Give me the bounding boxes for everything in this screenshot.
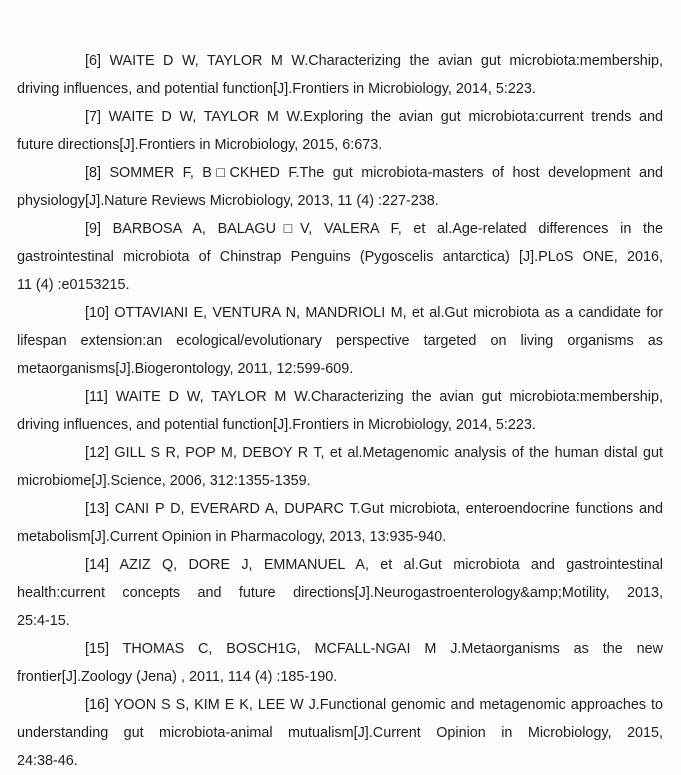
reference-line: metaorganisms[J].Biogerontology, 2011, 12:599-609. — [17, 361, 354, 377]
reference-line: [8] SOMMER F, B□CKHED F.The gut microbiota-masters of host development and — [85, 165, 663, 181]
reference-item — [17, 439, 663, 495]
reference-line: metabolism[J].Current Opinion in Pharmacology, 2013, 13:935-940. — [17, 529, 447, 545]
reference-item — [17, 691, 663, 775]
reference-line: [12] GILL S R, POP M, DEBOY R T, et al.Metagenomic analysis of the human distal gut — [85, 445, 663, 461]
reference-line: physiology[J].Nature Reviews Microbiology, 2013, 11 (4) :227-238. — [17, 193, 439, 209]
reference-line: [6] WAITE D W, TAYLOR M W.Characterizing the avian gut microbiota:membership, — [85, 53, 663, 69]
reference-item — [17, 551, 663, 635]
reference-line: 25:4-15. — [17, 613, 70, 629]
reference-line: gastrointestinal microbiota of Chinstrap Penguins (Pygoscelis antarctica) [J].PLoS ONE, 2016, — [17, 249, 663, 265]
reference-line: [16] YOON S S, KIM E K, LEE W J.Functional genomic and metagenomic approaches to — [85, 697, 663, 713]
reference-item — [17, 383, 663, 439]
reference-item — [17, 495, 663, 551]
reference-item — [17, 299, 663, 383]
reference-line: driving influences, and potential function[J].Frontiers in Microbiology, 2014, 5:223. — [17, 81, 536, 97]
references-list — [17, 47, 663, 775]
reference-line: driving influences, and potential function[J].Frontiers in Microbiology, 2014, 5:223. — [17, 417, 536, 433]
reference-line: health:current concepts and future directions[J].Neurogastroenterology&amp;Motility, 2013, — [17, 585, 663, 601]
reference-line: microbiome[J].Science, 2006, 312:1355-1359. — [17, 473, 311, 489]
reference-line: lifespan extension:an ecological/evolutionary perspective targeted on living organisms as — [17, 333, 663, 349]
reference-line: 24:38-46. — [17, 753, 78, 769]
reference-line: frontier[J].Zoology (Jena) , 2011, 114 (4) :185-190. — [17, 669, 338, 685]
reference-line: [9] BARBOSA A, BALAGU□V, VALERA F, et al.Age-related differences in the — [85, 221, 663, 237]
reference-line: [13] CANI P D, EVERARD A, DUPARC T.Gut microbiota, enteroendocrine functions and — [85, 501, 663, 517]
reference-item — [17, 215, 663, 299]
reference-item — [17, 635, 663, 691]
reference-item — [17, 47, 663, 103]
reference-line: [7] WAITE D W, TAYLOR M W.Exploring the avian gut microbiota:current trends and — [85, 109, 663, 125]
reference-line: [15] THOMAS C, BOSCH1G, MCFALL-NGAI M J.Metaorganisms as the new — [85, 641, 663, 657]
reference-line: understanding gut microbiota-animal mutualism[J].Current Opinion in Microbiology, 2015, — [17, 725, 663, 741]
reference-line: [11] WAITE D W, TAYLOR M W.Characterizing the avian gut microbiota:membership, — [85, 389, 663, 405]
reference-item — [17, 103, 663, 159]
reference-line: [14] AZIZ Q, DORE J, EMMANUEL A, et al.Gut microbiota and gastrointestinal — [85, 557, 663, 573]
reference-line: 11 (4) :e0153215. — [17, 277, 130, 293]
reference-line: future directions[J].Frontiers in Microbiology, 2015, 6:673. — [17, 137, 383, 153]
reference-line: [10] OTTAVIANI E, VENTURA N, MANDRIOLI M, et al.Gut microbiota as a candidate for — [85, 305, 663, 321]
reference-item — [17, 159, 663, 215]
